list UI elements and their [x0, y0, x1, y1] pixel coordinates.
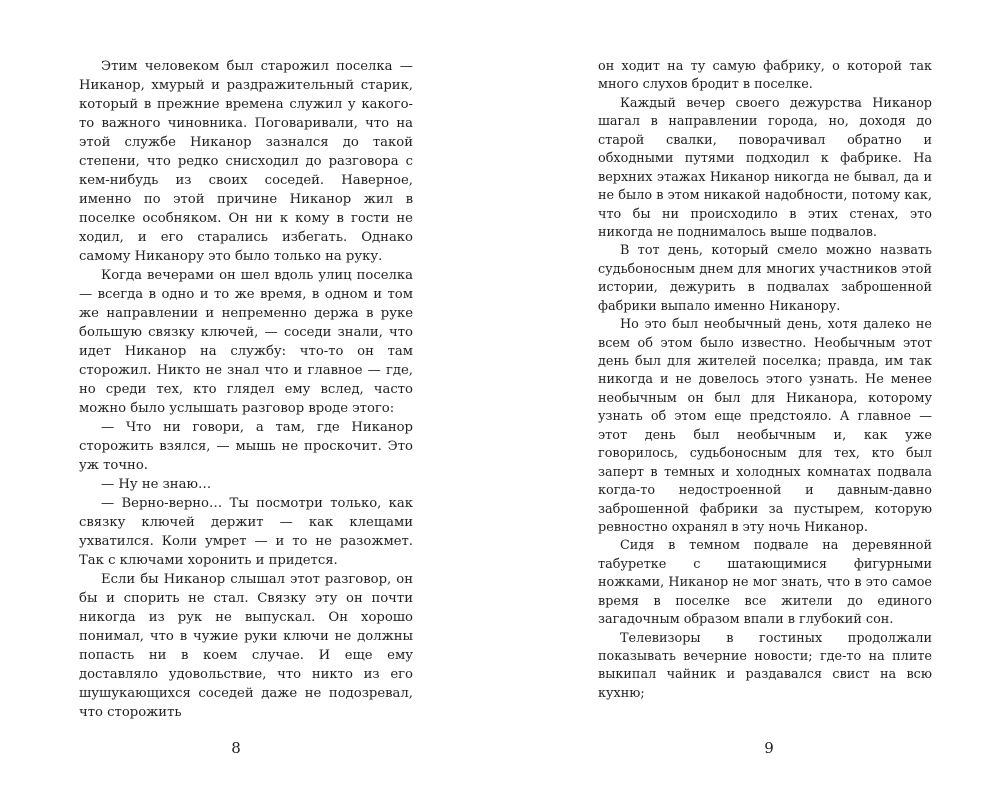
paragraph: Сидя в темном подвале на деревянной табуретке с шатающимися фигурными ножками, Никанор не мог знать, что в это самое время в поселке все жители до единого загадочным образом впали в глубокий сон.: [598, 538, 932, 628]
paragraph: Телевизоры в гостиных продолжали показывать вечерние новости; где-то на плите выкипал чайник и раздавался свист на всю кухню;: [598, 630, 932, 701]
dialogue-line: — Что ни говори, а там, где Никанор сторожить взялся, — мышь не проскочит. Это уж точно.: [79, 420, 413, 473]
paragraph: В тот день, который смело можно назвать судьбоносным днем для многих участников этой истории, дежурить в подвалах заброшенной фабрики выпало именно Никанору.: [598, 243, 932, 314]
dialogue-line: — Ну не знаю…: [101, 477, 212, 492]
paragraph-continuation: он ходит на ту самую фабрику, о которой так много слухов бродит в поселке.: [598, 59, 932, 93]
paragraph: Этим человеком был старожил поселка — Никанор, хмурый и раздражительный старик, который в прежние времена служил у какого-то важного чиновника. Поговаривали, что на этой службе Никанор зазнался до такой степени, что редко снисходил до разговора с кем-нибудь из своих соседей. Наверное, именно по этой причине Никанор жил в поселке особняком. Он ни к кому в гости не ходил, и его старались избегать. Однако самому Никанору это было только на руку.: [79, 59, 413, 264]
left-page-text: [79, 57, 413, 722]
paragraph: Но это был необычный день, хотя далеко не всем об этом было известно. Необычным этот день был для жителей поселка; правда, им так никогда и не довелось этого узнать. Не менее необычным он был для Никанора, которому узнать об этом еще предстояло. А главное — этот день был необычным и, как уже говорилось, судьбоносным для тех, кто был заперт в темных и холодных комнатах подвала когда-то недостроенной и давным-давно заброшенной фабрики за пустырем, которую ревностно охранял в эту ночь Никанор.: [598, 317, 932, 535]
paragraph: Каждый вечер своего дежурства Никанор шагал в направлении города, но, доходя до старой свалки, поворачивал обратно и обходными путями подходил к фабрике. На верхних этажах Никанор никогда не бывал, да и не было в этом никакой надобности, потому как, что бы ни происходило в этих стенах, это никогда не поднималось выше подвалов.: [598, 95, 932, 240]
page-number-left: 8: [231, 739, 241, 757]
paragraph: Когда вечерами он шел вдоль улиц поселка — всегда в одно и то же время, в одном и том же направлении и непременно держа в руке большую связку ключей, — соседи знали, что идет Никанор на службу: что-то он там сторожил. Никто не знал что и главное — где, но среди тех, кто глядел ему вслед, часто можно было услышать разговор вроде этого:: [79, 268, 413, 416]
right-page: [500, 0, 1000, 800]
page-number-right: 9: [764, 739, 774, 757]
dialogue-line: — Верно-верно… Ты посмотри только, как связку ключей держит — как клещами ухватился. Коли умрет — и то не разожмет. Так с ключами хоронить и придется.: [79, 496, 413, 568]
right-page-text: [598, 58, 932, 703]
paragraph: Если бы Никанор слышал этот разговор, он бы и спорить не стал. Связку эту он почти никогда из рук не выпускал. Он хорошо понимал, что в чужие руки ключи не должны попасть ни в коем случае. И еще ему доставляло удовольствие, что никто из его шушукающихся соседей даже не подозревал, что сторожить: [79, 572, 413, 720]
